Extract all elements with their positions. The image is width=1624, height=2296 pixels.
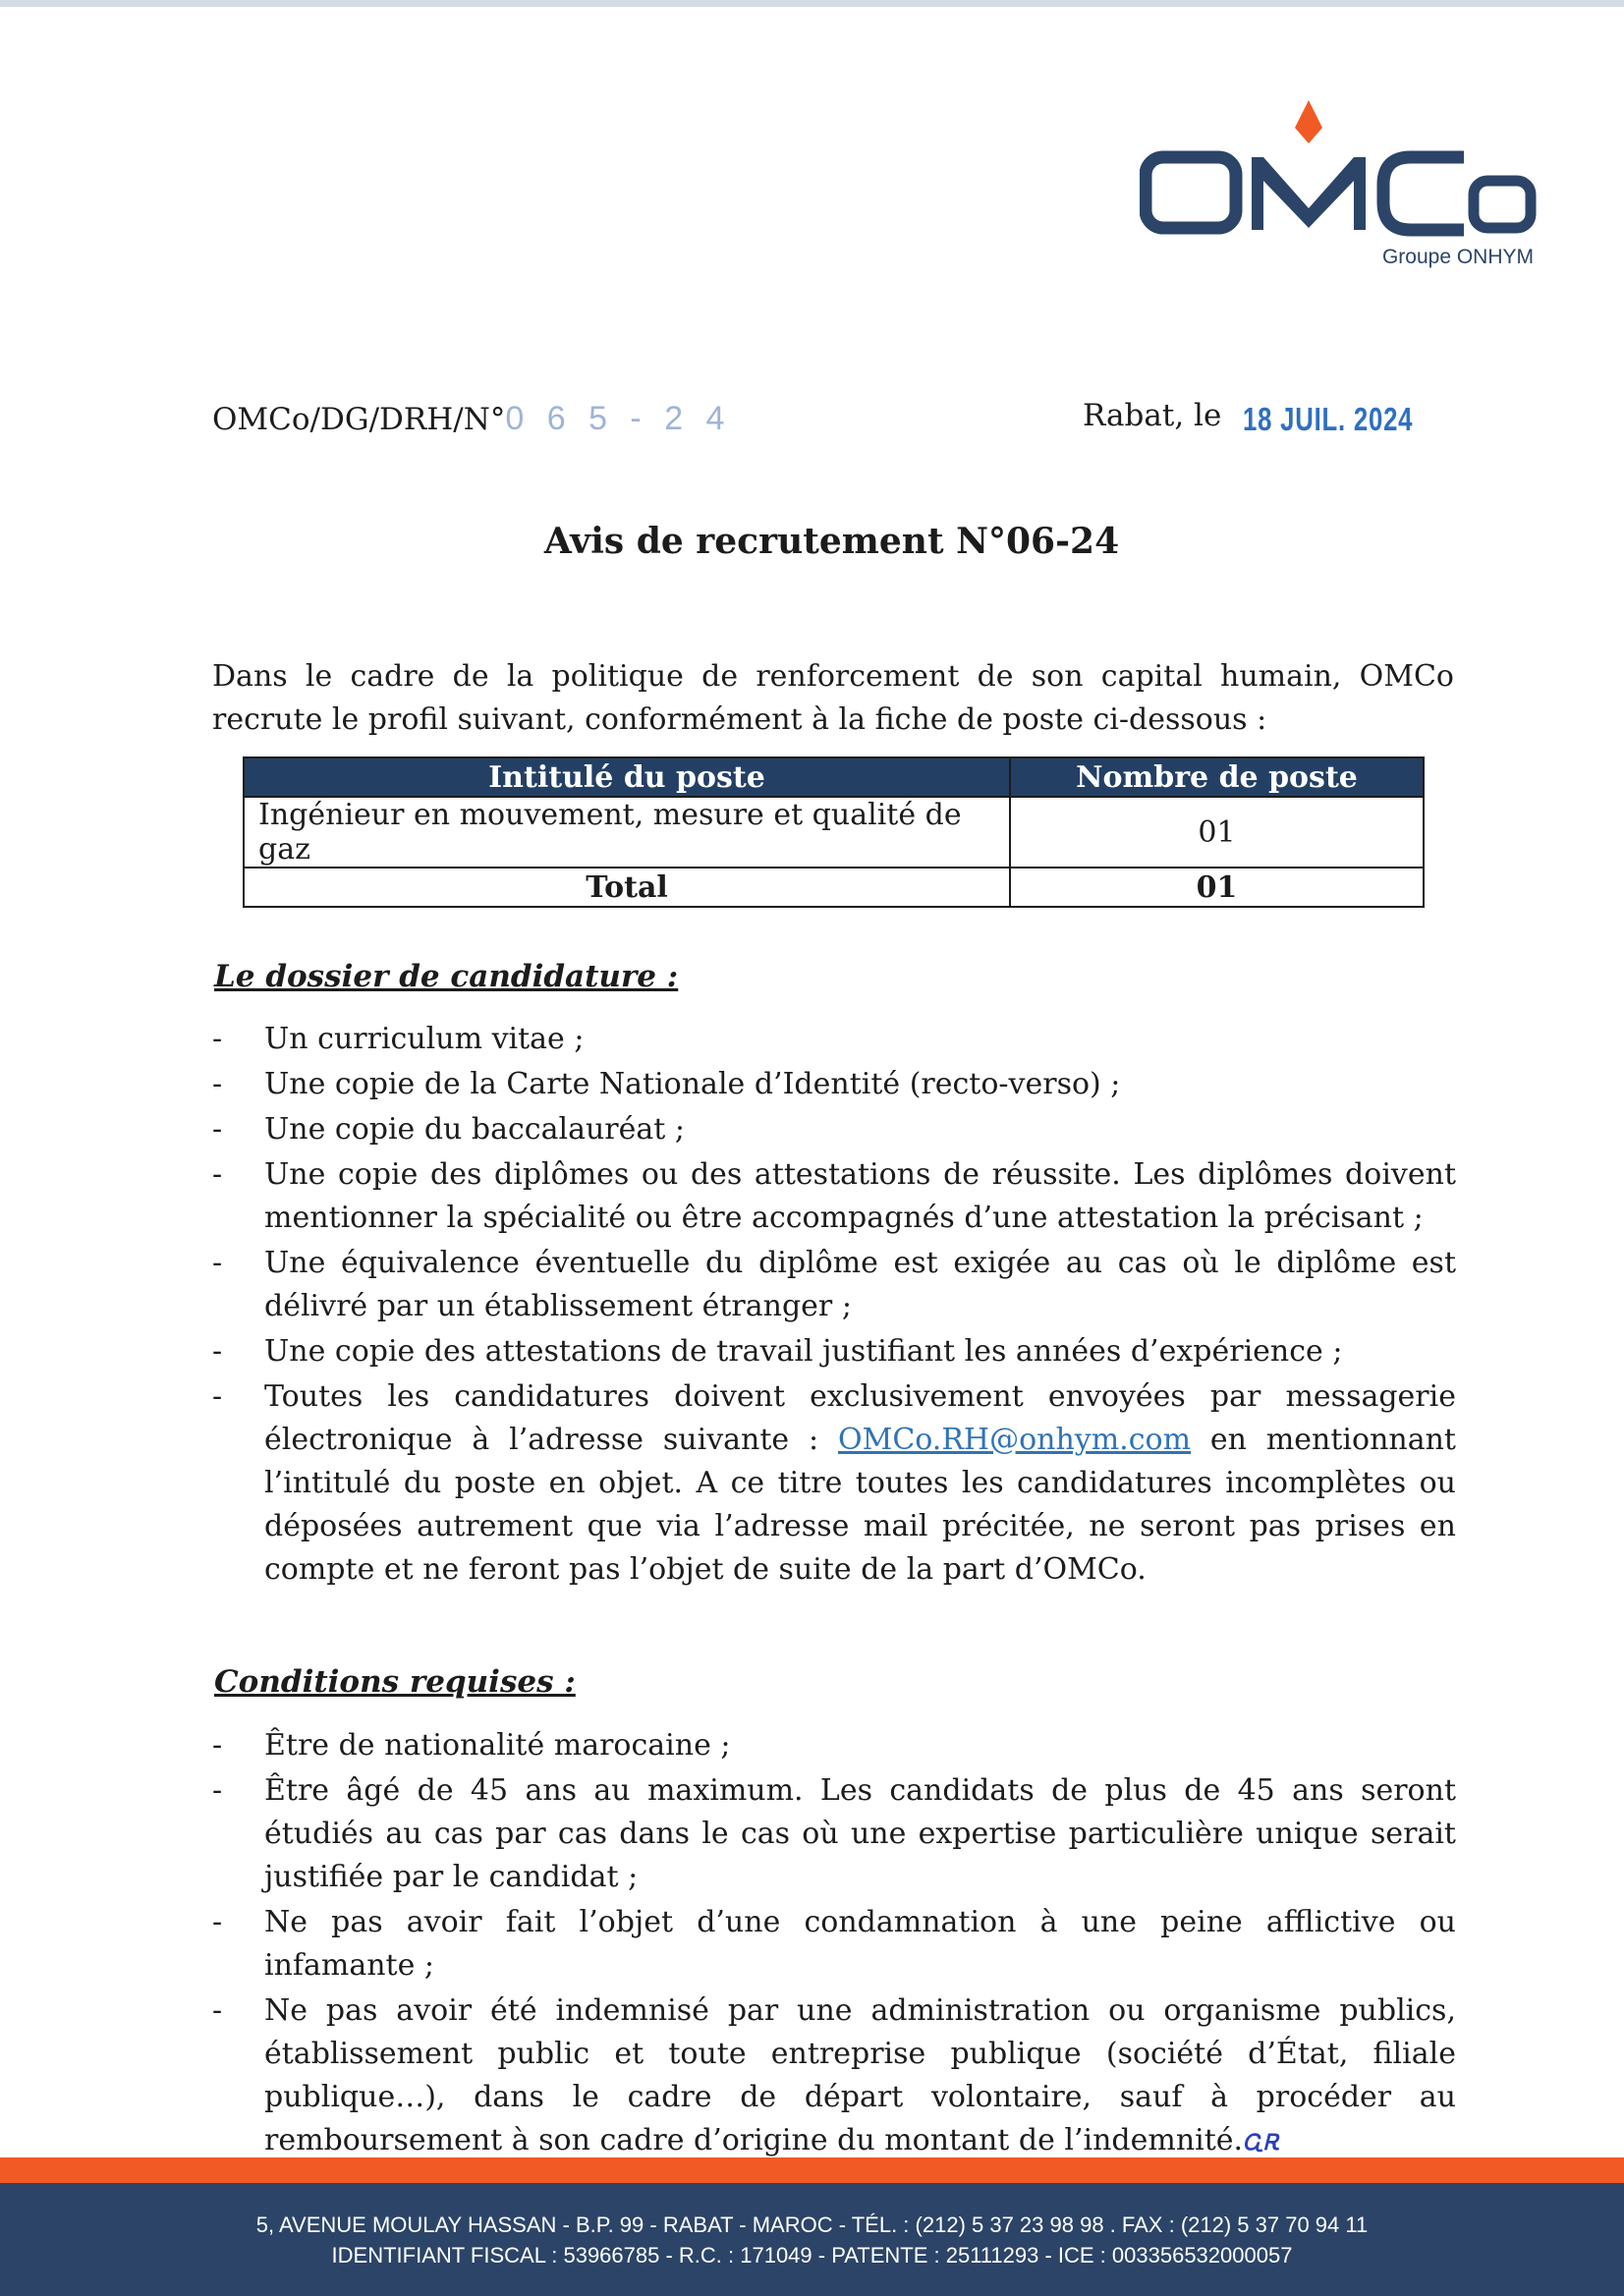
dossier-list xyxy=(212,1018,1456,1594)
list-item xyxy=(212,1989,1456,2164)
list-item: - Être âgé de 45 ans au maximum. Les candidats de plus de 45 ans seront étudiés au cas par cas dans le cas où une expertise particulière unique serait justifiée par le candidat ; xyxy=(212,1769,1456,1899)
dossier-heading: Le dossier de candidature : xyxy=(214,959,679,994)
intro-paragraph: Dans le cadre de la politique de renforcement de son capital humain, OMCo recrute le profil suivant, conformément à la fiche de poste ci-dessous : xyxy=(212,659,1454,737)
condition-text: Ne pas avoir été indemnisé par une administration ou organisme publics, établissement public et toute entreprise publique (société d’État, filiale publique…), dans le cadre de départ volontaire, sauf à procéder au remboursement à son cadre d’origine du montant de l’indemnité. xyxy=(264,1993,1456,2157)
conditions-list xyxy=(212,1724,1456,2166)
scan-top-edge xyxy=(0,0,1624,7)
list-item: - Ne pas avoir fait l’objet d’une condamnation à une peine afflictive ou infamante ; xyxy=(212,1901,1456,1988)
total-label-cell: Total xyxy=(244,868,1010,907)
table-row xyxy=(244,797,1424,868)
email-link[interactable]: OMCo.RH@onhym.com xyxy=(838,1423,1192,1457)
column-header-title: Intitulé du poste xyxy=(244,757,1010,797)
total-value-cell: 01 xyxy=(1010,868,1424,907)
footer-accent-bar xyxy=(0,2157,1624,2183)
footer xyxy=(0,2183,1624,2296)
page-title: Avis de recrutement N°06-24 xyxy=(543,521,1120,562)
job-title-cell: Ingénieur en mouvement, mesure et qualité de gaz xyxy=(244,797,1010,868)
list-item: - Une copie de la Carte Nationale d’Identité (recto-verso) ; xyxy=(212,1063,1456,1106)
column-header-count: Nombre de poste xyxy=(1010,757,1424,797)
email-instruction-text: Toutes les candidatures doivent exclusivement envoyées par messagerie électronique à l’adresse suivante : xyxy=(264,1379,1456,1457)
job-table xyxy=(243,756,1425,908)
conditions-heading: Conditions requises : xyxy=(214,1664,576,1700)
omco-logo-mark xyxy=(1140,96,1538,244)
omco-logo xyxy=(1140,96,1538,279)
list-item: - Une copie des diplômes ou des attestations de réussite. Les diplômes doivent mentionner la spécialité ou être accompagnés d’une attestation la précisant ; xyxy=(212,1153,1456,1240)
footer-address-line: 5, AVENUE MOULAY HASSAN - B.P. 99 - RABAT - MAROC - TÉL. : (212) 5 37 23 98 98 . FAX : (212) 5 37 70 94 11 xyxy=(255,2212,1369,2237)
reference-stamp: 0 6 5 - 2 4 xyxy=(505,400,732,437)
logo-subtitle: Groupe ONHYM xyxy=(1381,246,1534,268)
table-header-row xyxy=(244,757,1424,797)
date-stamp: 18 JUIL. 2024 xyxy=(1243,401,1414,437)
reference-number xyxy=(212,400,731,438)
email-instruction-continuation: en mentionnant l’intitulé du poste en objet. A ce titre toutes les candidatures incomplètes ou déposées autrement que via l’adresse mail précitée, ne seront pas prises en compte et ne feront pas l’objet de suite de la part d’OMCo. xyxy=(264,1423,1456,1587)
place-label: Rabat, le xyxy=(1083,398,1222,433)
list-item: - Une équivalence éventuelle du diplôme est exigée au cas où le diplôme est délivré par un établissement étranger ; xyxy=(212,1242,1456,1328)
list-item xyxy=(212,1375,1456,1592)
footer-registration-line: IDENTIFIANT FISCAL : 53966785 - R.C. : 171049 - PATENTE : 25111293 - ICE : 003356532000057 xyxy=(331,2243,1293,2268)
list-item: - Être de nationalité marocaine ; xyxy=(212,1724,1456,1767)
reference-prefix: OMCo/DG/DRH/N° xyxy=(212,402,506,437)
job-count-cell: 01 xyxy=(1010,797,1424,868)
list-item: - Un curriculum vitae ; xyxy=(212,1018,1456,1061)
list-item: - Une copie des attestations de travail justifiant les années d’expérience ; xyxy=(212,1330,1456,1373)
table-total-row xyxy=(244,868,1424,907)
handwritten-initials: ᏩᎡ xyxy=(1243,2130,1280,2155)
list-item: - Une copie du baccalauréat ; xyxy=(212,1108,1456,1151)
